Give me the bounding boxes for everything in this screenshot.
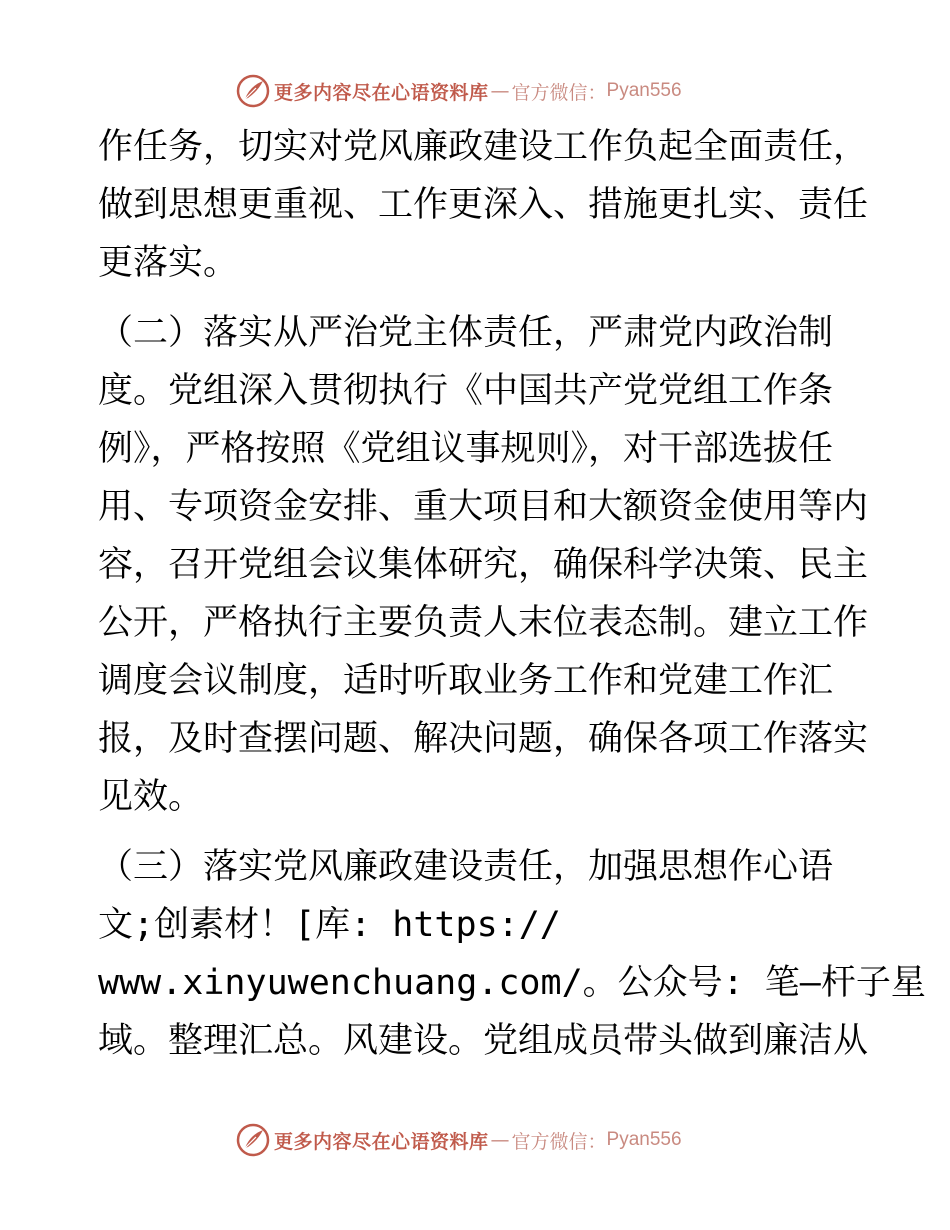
text-line: 公开，严格执行主要负责人末位表态制。建立工作: [98, 603, 869, 643]
paragraph-3: [98, 838, 926, 1070]
banner-title: 更多内容尽在心语资料库: [274, 81, 489, 104]
text-line: 容，召开党组会议集体研究，确保科学决策、民主: [98, 545, 869, 585]
text-line: 报，及时查摆问题、解决问题，确保各项工作落实: [98, 719, 869, 759]
text-line: www.xinyuwenchuang.com/。公众号: 笔—杆子星: [98, 963, 926, 1003]
banner-wechat-id: Pyan556: [606, 1129, 682, 1150]
quill-logo-icon: [236, 74, 270, 108]
text-line: 度。党组深入贯彻执行《中国共产党党组工作条: [98, 371, 834, 411]
text-line: （二）落实从严治党主体责任，严肃党内政治制: [98, 313, 834, 353]
banner-dash: —: [490, 80, 510, 102]
quill-logo-icon: [236, 1123, 270, 1157]
footer-banner: [236, 1122, 682, 1158]
text-line: 文;创素材！[库: https://: [98, 905, 561, 945]
text-line: （三）落实党风廉政建设责任，加强思想作心语: [98, 847, 834, 887]
text-line: 用、专项资金安排、重大项目和大额资金使用等内: [98, 487, 869, 527]
banner-wechat-label: 官方微信：: [511, 81, 607, 104]
banner-wechat-id: Pyan556: [606, 80, 682, 101]
text-line: 更落实。: [98, 243, 239, 283]
text-line: 调度会议制度，适时听取业务工作和党建工作汇: [98, 661, 834, 701]
text-line: 作任务，切实对党风廉政建设工作负起全面责任，: [98, 127, 869, 167]
text-line: 做到思想更重视、工作更深入、措施更扎实、责任: [98, 185, 869, 225]
paragraph-1: [98, 118, 869, 292]
banner-dash: —: [490, 1129, 510, 1151]
text-line: 见效。: [98, 777, 204, 817]
banner-title: 更多内容尽在心语资料库: [274, 1130, 489, 1153]
paragraph-2: [98, 304, 869, 826]
banner-wechat-label: 官方微信：: [511, 1130, 607, 1153]
text-line: 域。整理汇总。风建设。党组成员带头做到廉洁从: [98, 1021, 869, 1061]
body-text: [98, 118, 926, 1070]
text-line: 例》，严格按照《党组议事规则》，对干部选拔任: [98, 429, 834, 469]
header-banner: [236, 73, 682, 109]
